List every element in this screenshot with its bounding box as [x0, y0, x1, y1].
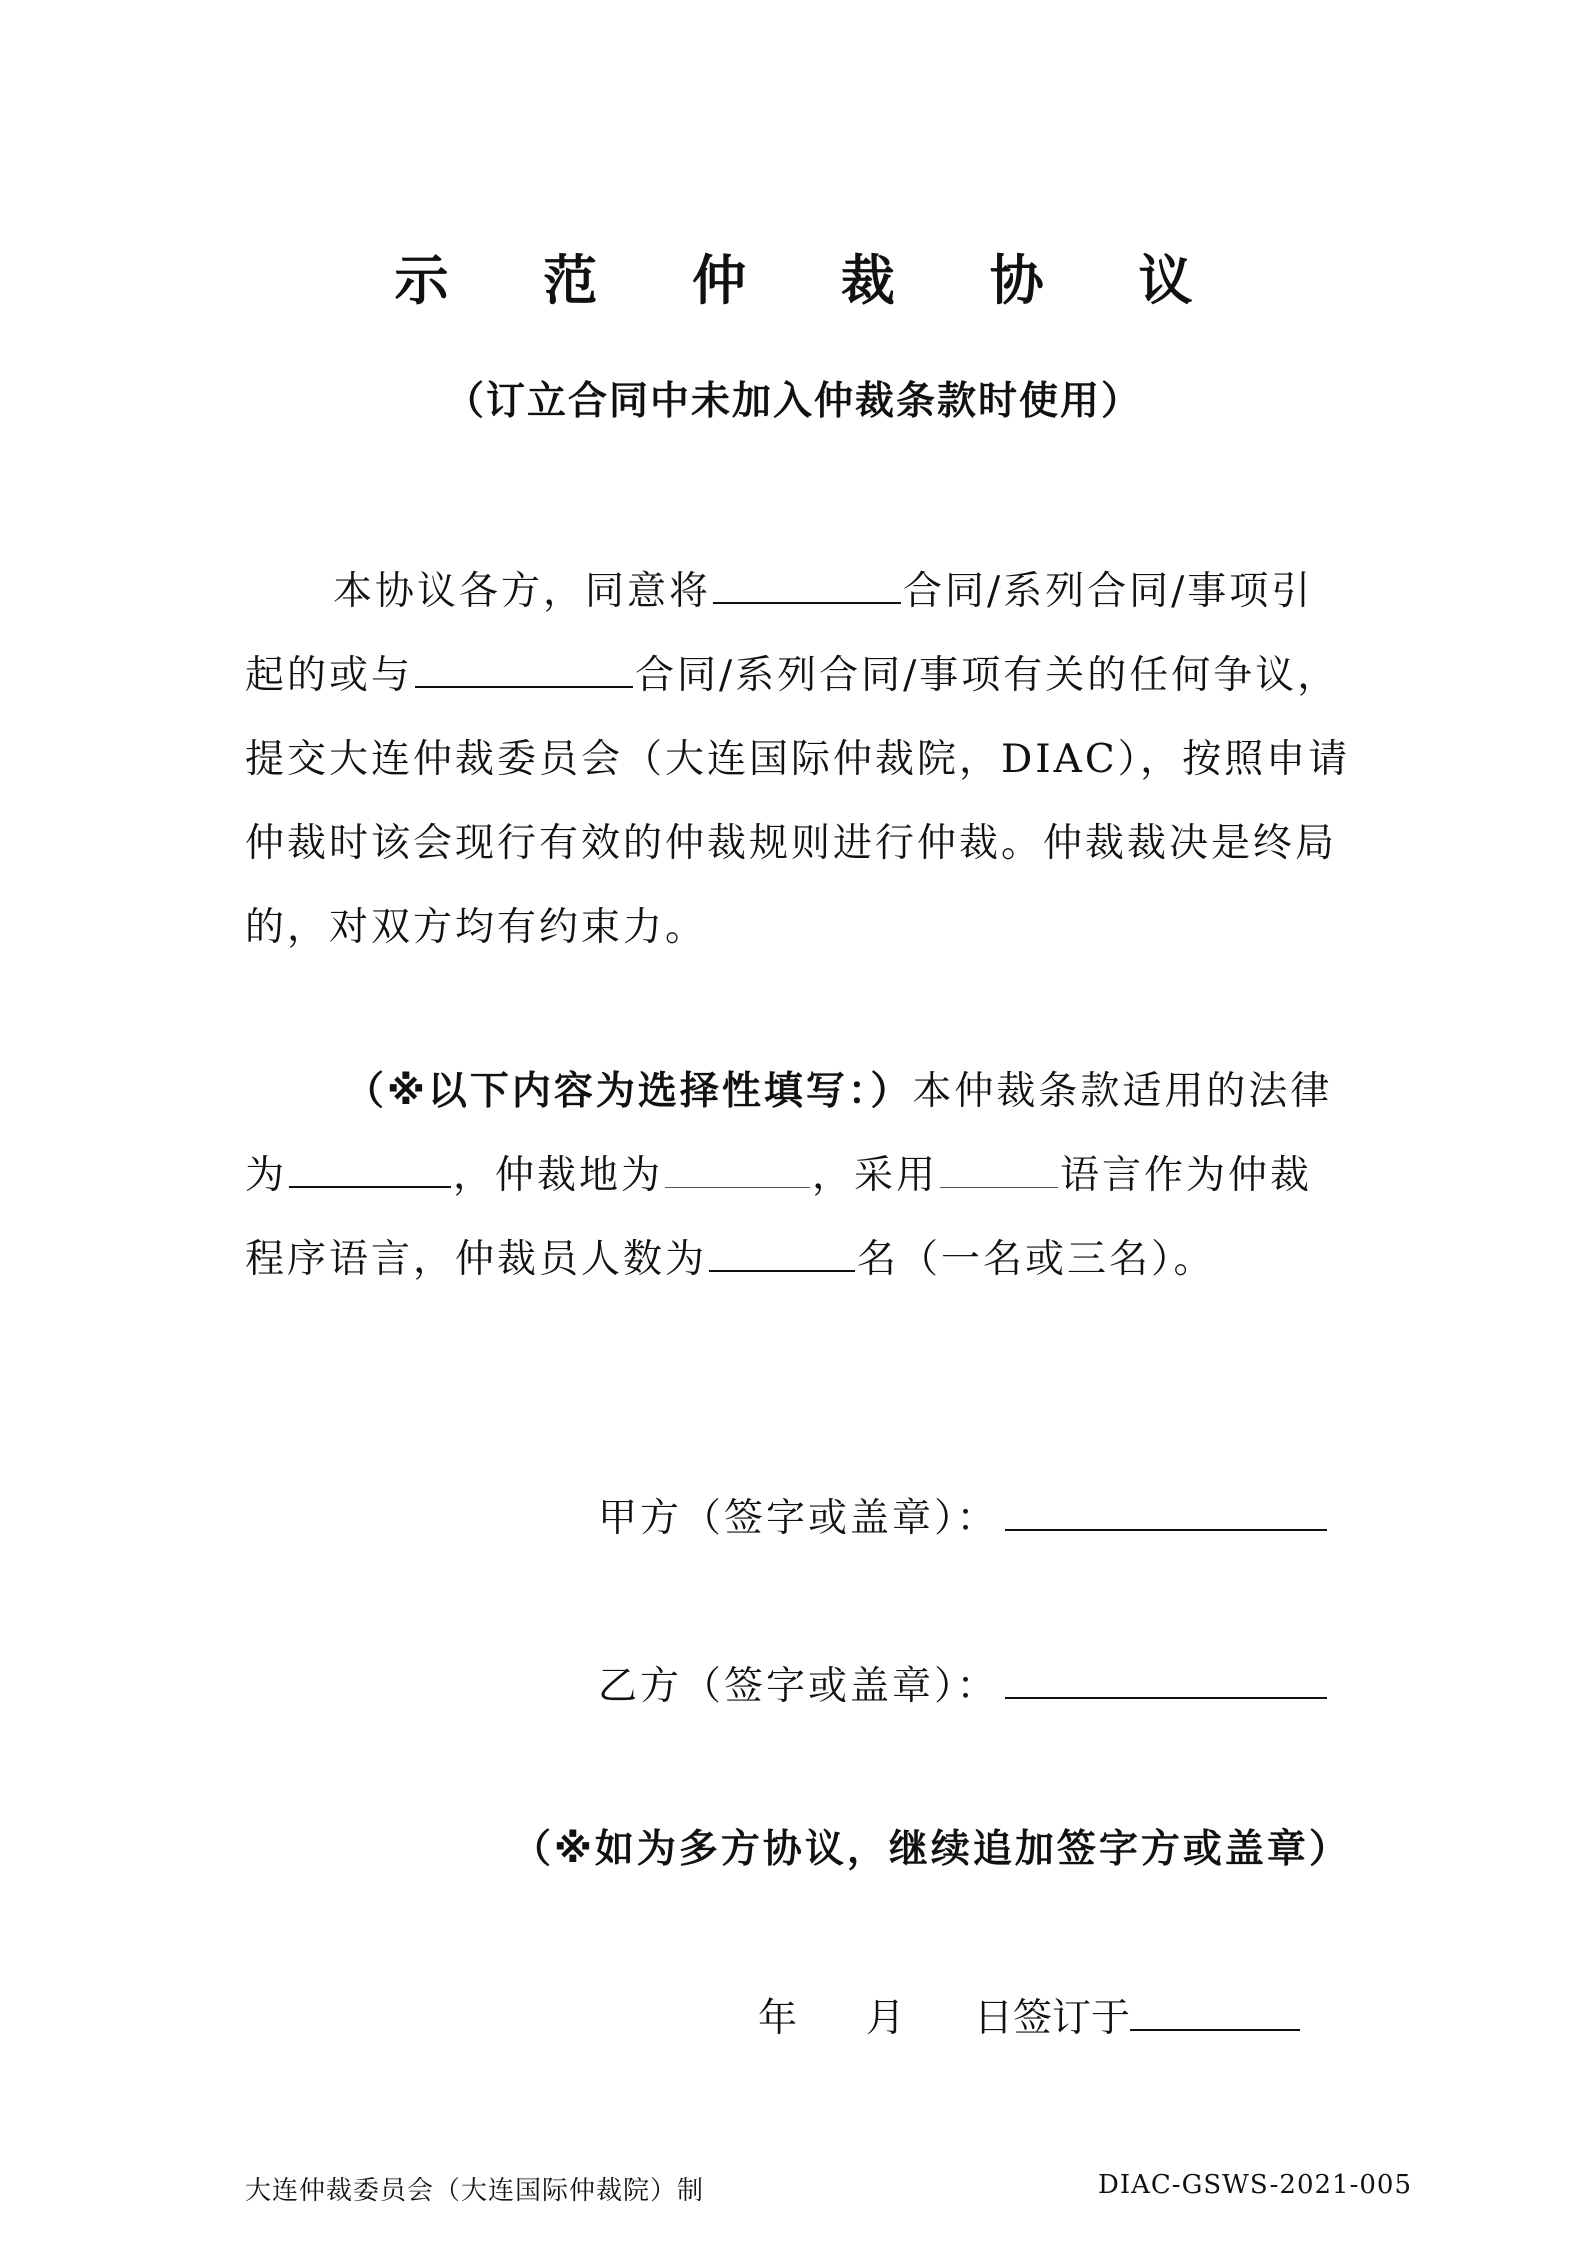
optional-line-2: [245, 1134, 1355, 1218]
party-b-signature-line[interactable]: [1005, 1661, 1327, 1699]
document-subtitle: （订立合同中未加入仲裁条款时使用）: [444, 379, 1142, 424]
clause-line-2: [245, 634, 1355, 718]
footer-document-code: DIAC-GSWS-2021-005: [1098, 2170, 1413, 2200]
optional-paragraph: [245, 1050, 1355, 1302]
optional-text: ，采用: [812, 1153, 939, 1198]
clause-line-1: [245, 550, 1355, 634]
clause-paragraph: [245, 550, 1355, 970]
date-day-signed-label: 日签订于: [974, 1996, 1131, 2041]
party-a-label: 甲方（签字或盖章）：: [598, 1496, 999, 1541]
clause-text: 合同/系列合同/事项有关的任何争议，: [635, 653, 1340, 698]
party-a-signature: [598, 1487, 1327, 1543]
contract-name-blank-1[interactable]: [713, 568, 901, 604]
party-b-signature: [598, 1655, 1327, 1711]
clause-line-4: 仲裁时该会现行有效的仲裁规则进行仲裁。仲裁裁决是终局: [245, 821, 1338, 866]
optional-line-1: [245, 1050, 1355, 1134]
arbitrator-count-blank[interactable]: [709, 1236, 855, 1272]
party-b-label: 乙方（签字或盖章）：: [598, 1664, 999, 1709]
footer-issuer: 大连仲裁委员会（大连国际仲裁院）制: [245, 2176, 705, 2206]
optional-line-3: [245, 1218, 1355, 1302]
language-blank[interactable]: [940, 1153, 1058, 1188]
clause-text: 起的或与: [245, 653, 414, 698]
optional-text: 语言作为仲裁: [1060, 1153, 1313, 1198]
optional-text: 程序语言，仲裁员人数为: [245, 1237, 708, 1282]
clause-line-3: 提交大连仲裁委员会（大连国际仲裁院，DIAC），按照申请: [245, 737, 1351, 782]
multi-party-note: （※如为多方协议，继续追加签字方或盖章）: [512, 1827, 1351, 1872]
party-a-signature-line[interactable]: [1005, 1493, 1327, 1531]
clause-text: 合同/系列合同/事项引: [903, 569, 1314, 614]
date-year-label: 年: [758, 1996, 798, 2041]
signing-place-blank[interactable]: [1130, 1993, 1300, 2031]
optional-text: 本仲裁条款适用的法律: [912, 1069, 1333, 1114]
optional-note: （※以下内容为选择性填写：）: [345, 1069, 913, 1114]
seat-of-arbitration-blank[interactable]: [665, 1153, 810, 1188]
governing-law-blank[interactable]: [289, 1152, 451, 1188]
optional-text: ，仲裁地为: [453, 1153, 664, 1198]
optional-text: 为: [245, 1153, 288, 1198]
optional-text: 名（一名或三名）。: [857, 1237, 1216, 1282]
signing-date-row: [758, 1987, 1300, 2043]
date-month-label: 月: [866, 1996, 906, 2041]
contract-name-blank-2[interactable]: [415, 652, 633, 688]
document-title: 示 范 仲 裁 协 议: [394, 249, 1231, 312]
clause-line-5: 的，对双方均有约束力。: [245, 905, 708, 950]
clause-text: 本协议各方，同意将: [333, 569, 712, 614]
